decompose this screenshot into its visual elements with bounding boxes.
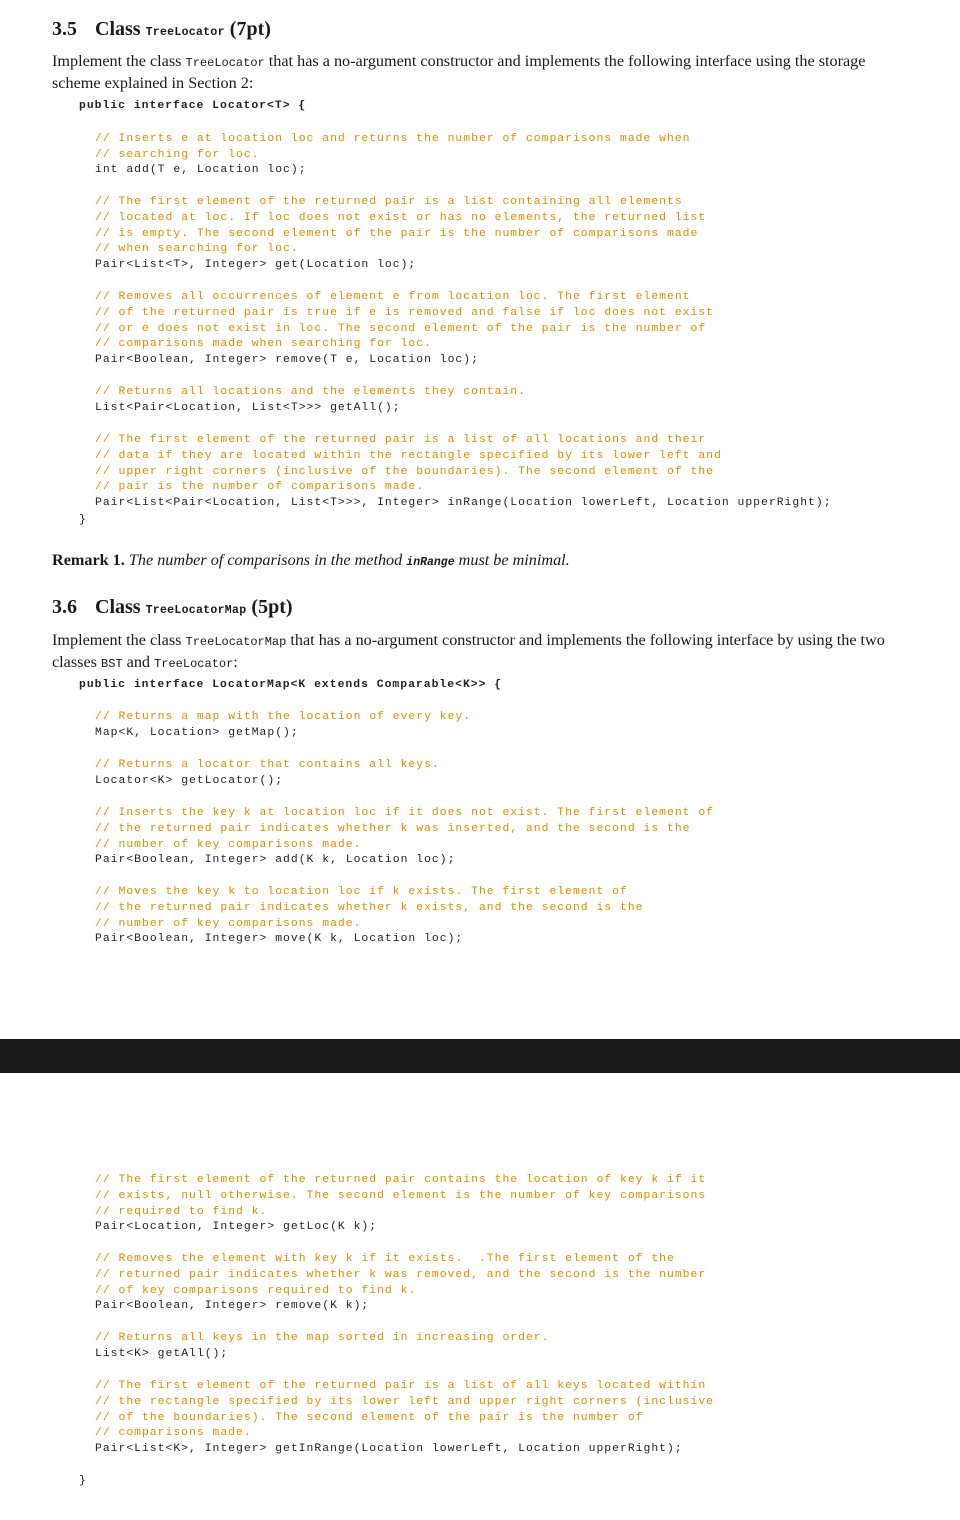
code-comment: // Inserts the key k at location loc if it does not exist. The first element of // the returned pair indicates whether k was inserted, and the second is the // number of key comparisons made. — [95, 807, 715, 851]
method-signature: List<K> getAll(); — [95, 1348, 229, 1360]
section-number: 3.6 — [52, 596, 77, 618]
code-comment: // Returns a locator that contains all keys. — [95, 759, 440, 771]
section-word: Class — [95, 18, 141, 40]
remark-method: inRange — [406, 556, 455, 569]
section-points: (5pt) — [251, 596, 293, 618]
intro-class-name: TreeLocator — [185, 56, 265, 70]
interface-declaration: public interface Locator<T> { — [79, 100, 307, 112]
method-signature: int add(T e, Location loc); — [95, 164, 307, 176]
method-signature: Pair<Location, Integer> getLoc(K k); — [95, 1221, 378, 1233]
intro-bst: BST — [101, 657, 123, 671]
section-3-5-intro — [52, 51, 918, 93]
method-signature: Pair<Boolean, Integer> add(K k, Location loc); — [95, 854, 456, 866]
code-comment: // Removes all occurrences of element e from location loc. The first element // of the returned pair is true if e is removed and false if loc does not exist // or e does not exist in loc. The second element of the pair is the number of // comparisons made when searching for loc. — [95, 291, 715, 351]
section-class-name: TreeLocator — [145, 26, 225, 39]
intro-and: and — [122, 653, 155, 671]
remark-text-end: must be minimal. — [458, 551, 570, 569]
code-comment: // Returns a map with the location of every key. — [95, 711, 472, 723]
method-signature: Locator<K> getLocator(); — [95, 775, 284, 787]
intro-end: : — [233, 653, 238, 671]
intro-text-end: that has a no-argument constructor and implements the following interface using the storage scheme explained in Section 2: — [52, 52, 866, 92]
method-signature: Map<K, Location> getMap(); — [95, 727, 299, 739]
intro-class-name: TreeLocatorMap — [185, 635, 287, 649]
method-signature: Pair<Boolean, Integer> remove(T e, Location loc); — [95, 354, 479, 366]
remark-label: Remark 1. — [52, 551, 125, 569]
intro-text: Implement the class — [52, 52, 186, 70]
code-comment: // The first element of the returned pair is a list of all keys located within // the rectangle specified by its lower left and upper right corners (inclusive // of the boundaries). The second element of the pair is the number of // comparisons made. — [95, 1380, 715, 1440]
section-3-6-intro — [52, 630, 918, 674]
code-comment: // The first element of the returned pair is a list containing all elements // located at loc. If loc does not exist or has no elements, the returned list // is empty. The second element of the pair is the number of comparisons made // when searching for loc. — [95, 196, 707, 256]
code-comment: // Inserts e at location loc and returns the number of comparisons made when // searching for loc. — [95, 133, 691, 161]
code-comment: // Returns all locations and the elements they contain. — [95, 386, 526, 398]
section-heading-3-6 — [52, 596, 293, 619]
method-signature: Pair<List<Pair<Location, List<T>>>, Integer> inRange(Location lowerLeft, Location upperRight); — [95, 497, 832, 509]
remark — [52, 551, 570, 570]
code-comment: // The first element of the returned pair contains the location of key k if it // exists, null otherwise. The second element is the number of key comparisons // required to find k. — [95, 1174, 707, 1218]
code-comment: // The first element of the returned pair is a list of all locations and their // data if they are located within the rectangle specified by its lower left and // upper right corners (inclusive of the boundaries). The second element of the // pair is the number of comparisons made. — [95, 434, 722, 494]
method-signature: Pair<Boolean, Integer> move(K k, Location loc); — [95, 933, 464, 945]
method-signature: Pair<Boolean, Integer> remove(K k); — [95, 1300, 370, 1312]
closing-brace: } — [79, 1475, 87, 1487]
intro-text-mid: that has a no-argument constructor and implements the following interface by using the two classes — [52, 631, 885, 671]
method-signature: Pair<List<K>, Integer> getInRange(Location lowerLeft, Location upperRight); — [95, 1443, 683, 1455]
interface-declaration: public interface LocatorMap<K extends Comparable<K>> { — [79, 679, 503, 691]
section-heading-3-5 — [52, 18, 271, 41]
code-comment: // Removes the element with key k if it exists. .The first element of the // returned pair indicates whether k was removed, and the second is the number // of key comparisons required to find k. — [95, 1253, 707, 1297]
remark-text: The number of comparisons in the method — [128, 551, 403, 569]
closing-brace: } — [79, 514, 87, 526]
code-comment: // Moves the key k to location loc if k exists. The first element of // the returned pair indicates whether k exists, and the second is the // number of key comparisons made. — [95, 886, 644, 930]
section-word: Class — [95, 596, 141, 618]
intro-treelocator: TreeLocator — [154, 657, 234, 671]
code-comment: // Returns all keys in the map sorted in increasing order. — [95, 1332, 550, 1344]
section-class-name: TreeLocatorMap — [145, 604, 247, 617]
intro-text: Implement the class — [52, 631, 186, 649]
section-points: (7pt) — [229, 18, 271, 40]
method-signature: List<Pair<Location, List<T>>> getAll(); — [95, 402, 401, 414]
section-number: 3.5 — [52, 18, 77, 40]
method-signature: Pair<List<T>, Integer> get(Location loc); — [95, 259, 417, 271]
page-break-bar — [0, 1039, 960, 1073]
